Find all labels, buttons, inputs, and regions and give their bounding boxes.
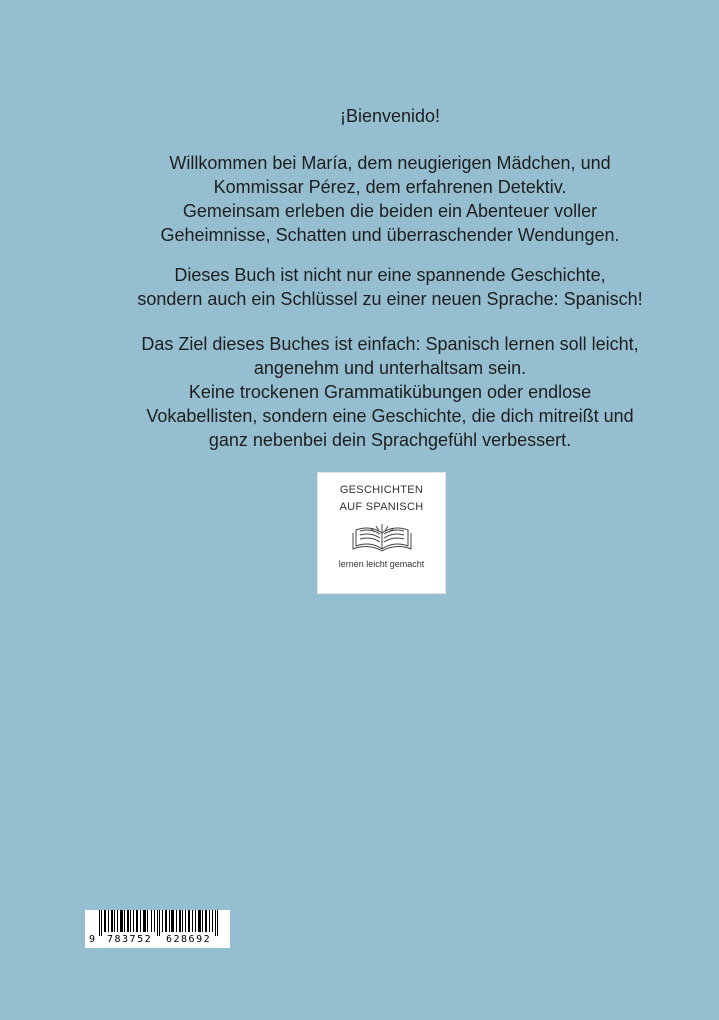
- intro-line: Kommissar Pérez, dem erfahrenen Detektiv.: [213, 177, 567, 197]
- intro-line: Geheimnisse, Schatten und überraschender Wendungen.: [160, 225, 620, 245]
- open-book-icon: [350, 523, 414, 553]
- barcode-digits: [85, 934, 230, 947]
- publisher-logo: [317, 472, 446, 594]
- intro-line: Gemeinsam erleben die beiden ein Abenteuer voller: [182, 201, 598, 221]
- barcode-right-group: 628692: [166, 934, 212, 945]
- pitch-line: Dieses Buch ist nicht nur eine spannende Geschichte,: [174, 265, 606, 285]
- logo-title-line1: GESCHICHTEN: [339, 484, 424, 496]
- goal-paragraph: [110, 332, 670, 452]
- pitch-line: sondern auch ein Schlüssel zu einer neuen Sprache: Spanisch!: [137, 289, 643, 309]
- barcode-left-group: 783752: [107, 934, 153, 945]
- barcode-bars: [85, 910, 230, 936]
- goal-line: angenehm und unterhaltsam sein.: [253, 358, 527, 378]
- goal-line: ganz nebenbei dein Sprachgefühl verbessert.: [208, 430, 572, 450]
- intro-paragraph: [110, 151, 670, 247]
- logo-title-line2: AUF SPANISCH: [339, 501, 424, 513]
- greeting-heading: ¡Bienvenido!: [339, 106, 441, 126]
- isbn-barcode: [85, 910, 230, 948]
- goal-line: Vokabellisten, sondern eine Geschichte, die dich mitreißt und: [146, 406, 634, 426]
- logo-tagline: lernen leicht gemacht: [338, 559, 425, 569]
- intro-line: Willkommen bei María, dem neugierigen Mädchen, und: [169, 153, 611, 173]
- barcode-first-digit: 9: [89, 934, 96, 945]
- goal-line: Das Ziel dieses Buches ist einfach: Spanisch lernen soll leicht,: [141, 334, 639, 354]
- pitch-paragraph: [110, 263, 670, 311]
- goal-line: Keine trockenen Grammatikübungen oder endlose: [188, 382, 592, 402]
